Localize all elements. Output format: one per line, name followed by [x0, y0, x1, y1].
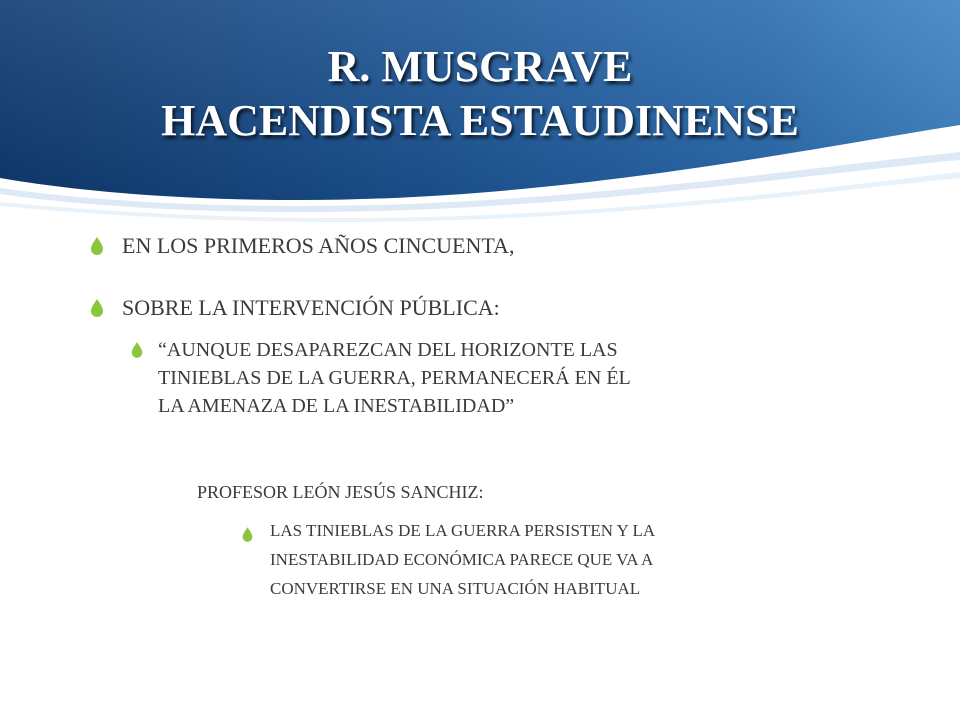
title-line-2: HACENDISTA ESTAUDINENSE: [161, 96, 799, 145]
drop-bullet-icon: [241, 526, 254, 543]
professor-label: PROFESOR LEÓN JESÚS SANCHIZ:: [197, 482, 484, 502]
slide-title: [0, 40, 960, 148]
quote-line-1: “AUNQUE DESAPAREZCAN DEL HORIZONTE LAS: [158, 339, 618, 361]
comment-block: [270, 516, 655, 603]
drop-bullet-icon: [89, 236, 105, 256]
comment-line-2: INESTABILIDAD ECONÓMICA PARECE QUE VA A: [270, 550, 654, 569]
quote-block: [158, 336, 631, 420]
quote-line-3: LA AMENAZA DE LA INESTABILIDAD”: [158, 395, 515, 417]
bullet-item-1: EN LOS PRIMEROS AÑOS CINCUENTA,: [122, 233, 515, 258]
bullet-item-2: SOBRE LA INTERVENCIÓN PÚBLICA:: [122, 295, 500, 320]
quote-line-2: TINIEBLAS DE LA GUERRA, PERMANECERÁ EN ÉL: [158, 367, 631, 389]
comment-line-3: CONVERTIRSE EN UNA SITUACIÓN HABITUAL: [270, 579, 641, 598]
drop-bullet-icon: [89, 298, 105, 318]
title-line-1: R. MUSGRAVE: [327, 42, 633, 91]
drop-bullet-icon: [130, 341, 144, 359]
comment-line-1: LAS TINIEBLAS DE LA GUERRA PERSISTEN Y LA: [270, 521, 656, 540]
